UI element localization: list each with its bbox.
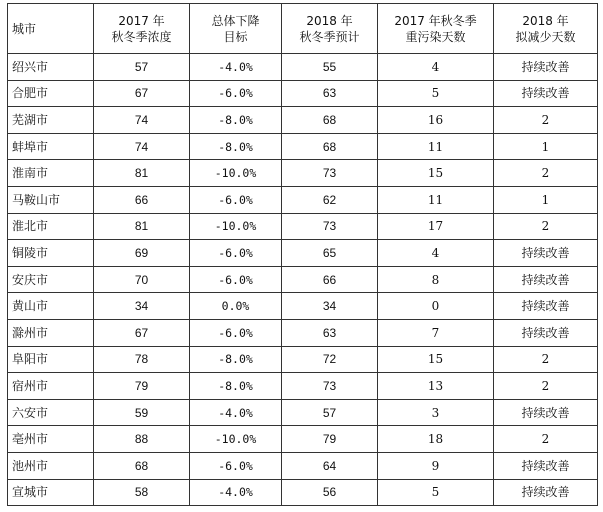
cell-2017-concentration: 66 <box>94 186 190 213</box>
header-line: 拟减少天数 <box>515 29 576 44</box>
cell-reduction-target: -6.0% <box>190 266 282 293</box>
cell-reduction-target: -8.0% <box>190 346 282 373</box>
cell-city: 合肥市 <box>8 80 94 107</box>
cell-city: 六安市 <box>8 399 94 426</box>
cell-city: 安庆市 <box>8 266 94 293</box>
cell-2017-concentration: 69 <box>94 240 190 267</box>
table-row <box>8 293 598 320</box>
cell-2018-expected: 66 <box>282 266 378 293</box>
cell-2018-reduction-days: 持续改善 <box>494 293 598 320</box>
cell-reduction-target: -10.0% <box>190 160 282 187</box>
cell-2017-concentration: 74 <box>94 133 190 160</box>
cell-2017-concentration: 70 <box>94 266 190 293</box>
cell-2017-concentration: 57 <box>94 54 190 81</box>
cell-2017-heavy-days: 5 <box>378 80 494 107</box>
cell-reduction-target: -4.0% <box>190 54 282 81</box>
pollution-target-table <box>7 3 598 506</box>
table-row <box>8 186 598 213</box>
cell-2017-heavy-days: 13 <box>378 373 494 400</box>
cell-reduction-target: -6.0% <box>190 80 282 107</box>
cell-2018-reduction-days: 2 <box>494 107 598 134</box>
cell-reduction-target: 0.0% <box>190 293 282 320</box>
header-reduction-target <box>190 4 282 54</box>
cell-2018-expected: 57 <box>282 399 378 426</box>
cell-2017-heavy-days: 9 <box>378 452 494 479</box>
cell-reduction-target: -8.0% <box>190 133 282 160</box>
cell-2017-heavy-days: 0 <box>378 293 494 320</box>
header-line: 重污染天数 <box>405 29 466 44</box>
header-line: 城市 <box>12 21 37 36</box>
header-line: 秋冬季浓度 <box>111 29 172 44</box>
table-row <box>8 80 598 107</box>
cell-2018-reduction-days: 持续改善 <box>494 240 598 267</box>
cell-2018-reduction-days: 持续改善 <box>494 80 598 107</box>
cell-city: 马鞍山市 <box>8 186 94 213</box>
cell-2017-concentration: 67 <box>94 319 190 346</box>
cell-2018-reduction-days: 持续改善 <box>494 479 598 506</box>
cell-city: 阜阳市 <box>8 346 94 373</box>
cell-2017-concentration: 88 <box>94 426 190 453</box>
table-row <box>8 426 598 453</box>
cell-2017-concentration: 78 <box>94 346 190 373</box>
cell-2018-expected: 55 <box>282 54 378 81</box>
cell-reduction-target: -6.0% <box>190 452 282 479</box>
cell-2018-reduction-days: 1 <box>494 186 598 213</box>
cell-2018-reduction-days: 2 <box>494 213 598 240</box>
cell-2018-expected: 73 <box>282 213 378 240</box>
cell-2017-heavy-days: 17 <box>378 213 494 240</box>
header-line: 秋冬季预计 <box>299 29 360 44</box>
cell-2018-reduction-days: 2 <box>494 373 598 400</box>
cell-2017-concentration: 74 <box>94 107 190 134</box>
cell-city: 亳州市 <box>8 426 94 453</box>
cell-2017-heavy-days: 5 <box>378 479 494 506</box>
cell-reduction-target: -8.0% <box>190 107 282 134</box>
cell-reduction-target: -10.0% <box>190 426 282 453</box>
cell-2018-reduction-days: 持续改善 <box>494 319 598 346</box>
cell-2017-heavy-days: 7 <box>378 319 494 346</box>
cell-city: 蚌埠市 <box>8 133 94 160</box>
table-row <box>8 107 598 134</box>
cell-2018-expected: 63 <box>282 319 378 346</box>
header-line: 目标 <box>223 29 248 44</box>
table-row <box>8 54 598 81</box>
header-line: 2018 年 <box>522 13 569 28</box>
cell-2018-expected: 73 <box>282 373 378 400</box>
cell-reduction-target: -10.0% <box>190 213 282 240</box>
cell-reduction-target: -6.0% <box>190 240 282 267</box>
table-row <box>8 160 598 187</box>
cell-city: 宣城市 <box>8 479 94 506</box>
cell-2017-heavy-days: 18 <box>378 426 494 453</box>
cell-reduction-target: -6.0% <box>190 186 282 213</box>
cell-2018-reduction-days: 2 <box>494 160 598 187</box>
cell-2018-expected: 65 <box>282 240 378 267</box>
cell-2018-reduction-days: 持续改善 <box>494 54 598 81</box>
cell-2017-heavy-days: 16 <box>378 107 494 134</box>
cell-city: 芜湖市 <box>8 107 94 134</box>
table-row <box>8 373 598 400</box>
cell-2018-expected: 56 <box>282 479 378 506</box>
table-row <box>8 452 598 479</box>
table-row <box>8 240 598 267</box>
cell-2017-concentration: 79 <box>94 373 190 400</box>
cell-2018-reduction-days: 持续改善 <box>494 399 598 426</box>
cell-2018-expected: 64 <box>282 452 378 479</box>
header-2017-concentration <box>94 4 190 54</box>
cell-city: 绍兴市 <box>8 54 94 81</box>
cell-2018-reduction-days: 2 <box>494 346 598 373</box>
table-row <box>8 479 598 506</box>
cell-2018-expected: 79 <box>282 426 378 453</box>
cell-2018-expected: 62 <box>282 186 378 213</box>
cell-city: 滁州市 <box>8 319 94 346</box>
cell-reduction-target: -6.0% <box>190 319 282 346</box>
table-row <box>8 346 598 373</box>
cell-2017-concentration: 81 <box>94 213 190 240</box>
cell-2017-concentration: 58 <box>94 479 190 506</box>
cell-city: 淮北市 <box>8 213 94 240</box>
cell-2017-heavy-days: 11 <box>378 133 494 160</box>
table-row <box>8 266 598 293</box>
cell-2018-expected: 63 <box>282 80 378 107</box>
cell-2017-heavy-days: 15 <box>378 346 494 373</box>
header-line: 2017 年 <box>118 13 165 28</box>
cell-2018-reduction-days: 1 <box>494 133 598 160</box>
cell-2017-heavy-days: 3 <box>378 399 494 426</box>
header-line: 2017 年秋冬季 <box>394 13 477 28</box>
cell-2017-heavy-days: 8 <box>378 266 494 293</box>
table-row <box>8 133 598 160</box>
cell-city: 铜陵市 <box>8 240 94 267</box>
header-2017-heavy-pollution-days <box>378 4 494 54</box>
cell-2017-concentration: 34 <box>94 293 190 320</box>
cell-2018-reduction-days: 持续改善 <box>494 452 598 479</box>
cell-2017-heavy-days: 4 <box>378 240 494 267</box>
cell-2018-expected: 34 <box>282 293 378 320</box>
cell-2017-concentration: 59 <box>94 399 190 426</box>
cell-2017-concentration: 81 <box>94 160 190 187</box>
cell-2017-heavy-days: 4 <box>378 54 494 81</box>
cell-2017-heavy-days: 15 <box>378 160 494 187</box>
cell-2018-expected: 73 <box>282 160 378 187</box>
cell-city: 宿州市 <box>8 373 94 400</box>
header-city <box>8 4 94 54</box>
cell-2017-concentration: 68 <box>94 452 190 479</box>
table-row <box>8 319 598 346</box>
cell-2018-reduction-days: 持续改善 <box>494 266 598 293</box>
header-2018-planned-reduction-days <box>494 4 598 54</box>
cell-2018-expected: 68 <box>282 133 378 160</box>
cell-city: 池州市 <box>8 452 94 479</box>
cell-2018-expected: 68 <box>282 107 378 134</box>
header-row <box>8 4 598 54</box>
cell-reduction-target: -4.0% <box>190 399 282 426</box>
table-row <box>8 213 598 240</box>
cell-2018-reduction-days: 2 <box>494 426 598 453</box>
cell-reduction-target: -4.0% <box>190 479 282 506</box>
cell-city: 淮南市 <box>8 160 94 187</box>
header-2018-expected <box>282 4 378 54</box>
cell-reduction-target: -8.0% <box>190 373 282 400</box>
header-line: 总体下降 <box>211 13 260 28</box>
cell-2018-expected: 72 <box>282 346 378 373</box>
cell-2017-heavy-days: 11 <box>378 186 494 213</box>
header-line: 2018 年 <box>306 13 353 28</box>
cell-city: 黄山市 <box>8 293 94 320</box>
table-row <box>8 399 598 426</box>
table-body <box>8 54 598 506</box>
cell-2017-concentration: 67 <box>94 80 190 107</box>
